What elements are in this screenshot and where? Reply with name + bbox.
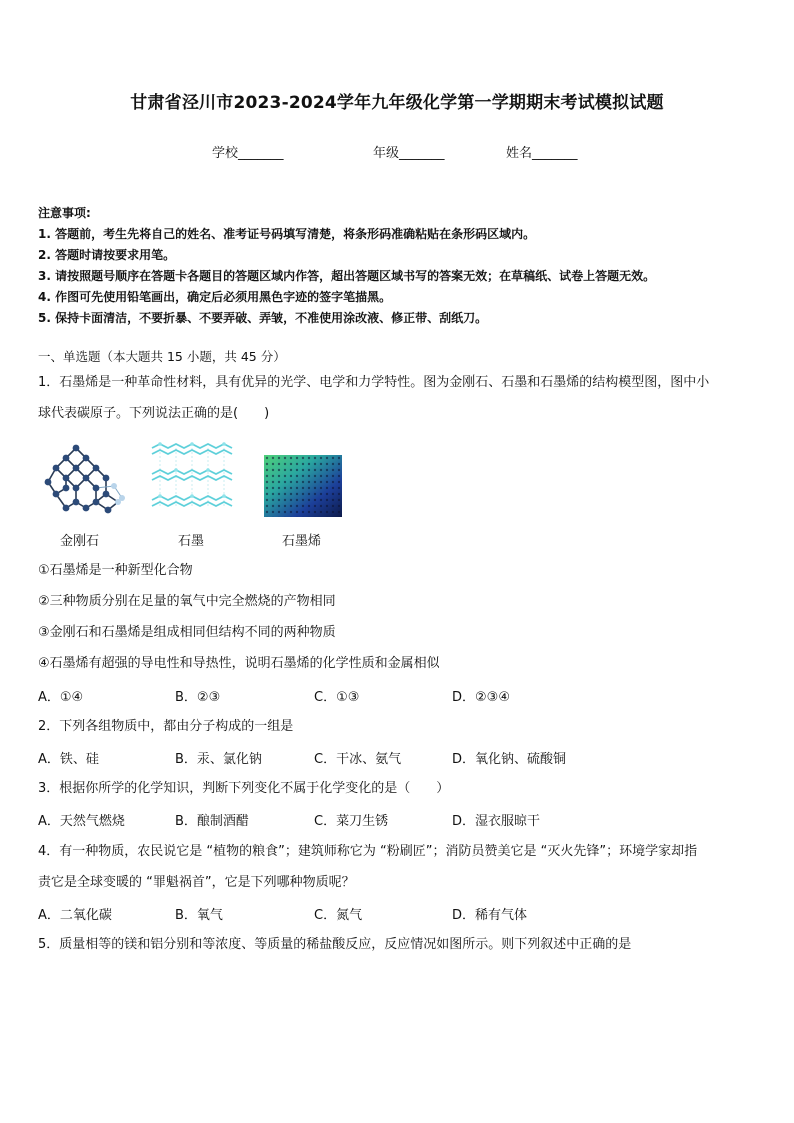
option-a: A．二氧化碳 bbox=[38, 908, 112, 923]
note-item: 2. 答题时请按要求用笔。 bbox=[38, 248, 176, 262]
option-d: D．稀有气体 bbox=[452, 908, 528, 923]
statement-4: ④石墨烯有超强的导电性和导热性，说明石墨烯的化学性质和金属相似 bbox=[38, 656, 440, 671]
question-3-stem: 3．根据你所学的化学知识，判断下列变化不属于化学变化的是（ ） bbox=[38, 781, 450, 796]
statement-3: ③金刚石和石墨烯是组成相同但结构不同的两种物质 bbox=[38, 625, 336, 640]
note-item: 3. 请按照题号顺序在答题卡各题目的答题区域内作答，超出答题区域书写的答案无效；在草稿纸、试卷上答题无效。 bbox=[38, 269, 656, 283]
option-a: A．①④ bbox=[38, 690, 84, 705]
question-3-options bbox=[38, 810, 758, 830]
diamond-structure-image bbox=[42, 438, 126, 516]
note-item: 1. 答题前，考生先将自己的姓名、准考证号码填写清楚，将条形码准确粘贴在条形码区域内。 bbox=[38, 227, 536, 241]
option-d: D．②③④ bbox=[452, 690, 510, 705]
caption-diamond: 金刚石 bbox=[60, 534, 100, 549]
option-a: A．铁、硅 bbox=[38, 752, 99, 767]
name-field: 姓名_______ bbox=[506, 146, 578, 161]
option-c: C．氮气 bbox=[314, 908, 363, 923]
question-2-stem: 2．下列各组物质中，都由分子构成的一组是 bbox=[38, 719, 294, 734]
question-1-line-1: 1．石墨烯是一种革命性材料，具有优异的光学、电学和力学特性。图为金刚石、石墨和石墨烯的结构模型图，图中小 bbox=[38, 375, 710, 390]
option-d: D．湿衣服晾干 bbox=[452, 814, 541, 829]
option-c: C．①③ bbox=[314, 690, 360, 705]
question-4-line-2: 责它是全球变暖的 “罪魁祸首”，它是下列哪种物质呢？ bbox=[38, 875, 355, 890]
graphene-structure-image bbox=[264, 455, 342, 517]
statement-1: ①石墨烯是一种新型化合物 bbox=[38, 563, 193, 578]
question-4-options bbox=[38, 904, 758, 924]
option-b: B．汞、氯化钠 bbox=[175, 752, 262, 767]
graphite-structure-image bbox=[148, 438, 234, 516]
option-b: B．氧气 bbox=[175, 908, 223, 923]
caption-graphene: 石墨烯 bbox=[282, 534, 322, 549]
note-item: 5. 保持卡面清洁，不要折暴、不要弄破、弄皱，不准使用涂改液、修正带、刮纸刀。 bbox=[38, 311, 488, 325]
question-5-stem: 5．质量相等的镁和铝分别和等浓度、等质量的稀盐酸反应，反应情况如图所示。则下列叙述中正确的是 bbox=[38, 937, 632, 952]
statement-2: ②三种物质分别在足量的氧气中完全燃烧的产物相同 bbox=[38, 594, 336, 609]
option-a: A．天然气燃烧 bbox=[38, 814, 125, 829]
caption-graphite: 石墨 bbox=[178, 534, 205, 549]
option-c: C．菜刀生锈 bbox=[314, 814, 389, 829]
question-2-options bbox=[38, 748, 758, 768]
question-1-line-2: 球代表碳原子。下列说法正确的是( ) bbox=[38, 406, 270, 421]
exam-notes bbox=[38, 203, 655, 329]
notes-heading: 注意事项: bbox=[38, 206, 91, 220]
note-item: 4. 作图可先使用铅笔画出，确定后必须用黑色字迹的签字笔描黑。 bbox=[38, 290, 392, 304]
exam-title: 甘肃省泾川市2023-2024学年九年级化学第一学期期末考试模拟试题 bbox=[130, 93, 664, 113]
grade-field: 年级_______ bbox=[373, 146, 445, 161]
question-1-options bbox=[38, 686, 758, 706]
option-c: C．干冰、氨气 bbox=[314, 752, 402, 767]
section-heading: 一、单选题（本大题共 15 小题，共 45 分） bbox=[38, 349, 286, 364]
option-d: D．氧化钠、硫酸铜 bbox=[452, 752, 567, 767]
question-4-line-1: 4．有一种物质，农民说它是 “植物的粮食”；建筑师称它为 “粉刷匠”；消防员赞美它是 “灭火先锋”；环境学家却指 bbox=[38, 844, 698, 859]
school-field: 学校_______ bbox=[212, 146, 284, 161]
option-b: B．②③ bbox=[175, 690, 221, 705]
option-b: B．酿制酒醋 bbox=[175, 814, 249, 829]
